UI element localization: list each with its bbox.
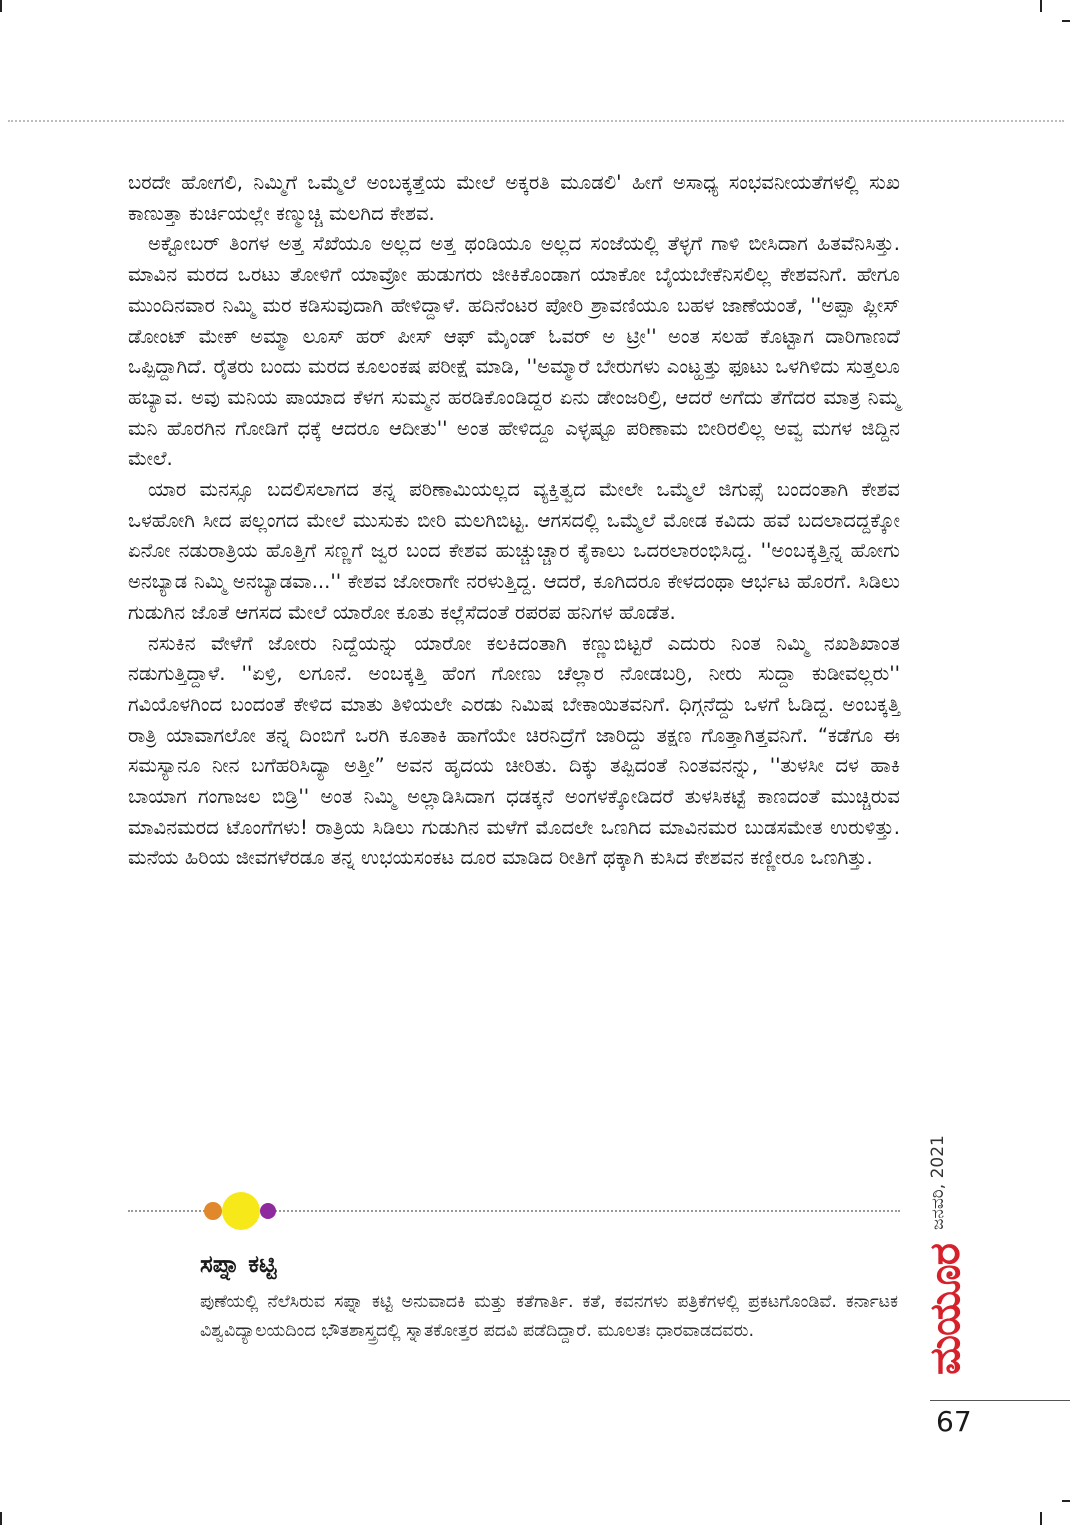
- crop-mark-right-bottom: [1062, 1500, 1070, 1502]
- crop-mark-right-top: [1062, 20, 1070, 22]
- paragraph: ನಸುಕಿನ ವೇಳೆಗೆ ಜೋರು ನಿದ್ದೆಯನ್ನು ಯಾರೋ ಕಲಕಿದಂತಾಗಿ ಕಣ್ಣುಬಿಟ್ಟರೆ ಎದುರು ನಿಂತ ನಿಮ್ಮಿ ನಖಶಿಖಾಂತ ನಡುಗುತ್ತಿದ್ದಾಳೆ. ''ಏಳ್ರಿ, ಲಗೂನೆ. ಅಂಬಕ್ಕತ್ತಿ ಹೆಂಗ ಗೋಣು ಚೆಲ್ಲಾರ ನೋಡಬರ್ರಿ, ನೀರು ಸುದ್ದಾ ಕುಡೀವಲ್ಲರು'' ಗವಿಯೊಳಗಿಂದ ಬಂದಂತೆ ಕೇಳಿದ ಮಾತು ತಿಳಿಯಲೇ ಎರಡು ನಿಮಿಷ ಬೇಕಾಯಿತವನಿಗೆ. ಧಿಗ್ಗನೆದ್ದು ಒಳಗೆ ಓಡಿದ್ದ. ಅಂಬಕ್ಕತ್ತಿ ರಾತ್ರಿ ಯಾವಾಗಲೋ ತನ್ನ ದಿಂಬಿಗೆ ಒರಗಿ ಕೂತಾಕಿ ಹಾಗೆಯೇ ಚಿರನಿದ್ರೆಗೆ ಜಾರಿದ್ದು ತಕ್ಷಣ ಗೊತ್ತಾಗಿತ್ತವನಿಗೆ. “ಕಡೆಗೂ ಈ ಸಮಸ್ಯಾನೂ ನೀನ ಬಗೆಹರಿಸಿದ್ಯಾ ಅತ್ತೀ” ಅವನ ಹೃದಯ ಚೀರಿತು. ದಿಕ್ಕು ತಪ್ಪಿದಂತೆ ನಿಂತವನನ್ನು, ''ತುಳಸೀ ದಳ ಹಾಕಿ ಬಾಯಾಗ ಗಂಗಾಜಲ ಬಿಡ್ರಿ'' ಅಂತ ನಿಮ್ಮಿ ಅಲ್ಲಾಡಿಸಿದಾಗ ಧಡಕ್ಕನೆ ಅಂಗಳಕ್ಕೋಡಿದರೆ ತುಳಸಿಕಟ್ಟೆ ಕಾಣದಂತೆ ಮುಚ್ಚಿರುವ ಮಾವಿನಮರದ ಟೊಂಗೆಗಳು! ರಾತ್ರಿಯ ಸಿಡಿಲು ಗುಡುಗಿನ ಮಳೆಗೆ ಮೊದಲೇ ಒಣಗಿದ ಮಾವಿನಮರ ಬುಡಸಮೇತ ಉರುಳಿತ್ತು. ಮನೆಯ ಹಿರಿಯ ಜೀವಗಳೆರಡೂ ತನ್ನ ಉಭಯಸಂಕಟ ದೂರ ಮಾಡಿದ ರೀತಿಗೆ ಥಕ್ಕಾಗಿ ಕುಸಿದ ಕೇಶವನ ಕಣ್ಣೀರೂ ಒಣಗಿತ್ತು.: [128, 631, 900, 870]
- crop-mark-top-left: [0, 0, 2, 12]
- magazine-logo: ಮಯೂರ: [920, 1244, 969, 1375]
- paragraph: ಬರದೇ ಹೋಗಲಿ, ನಿಮ್ಮಿಗೆ ಒಮ್ಮೆಲೆ ಅಂಬಕ್ಕತ್ತೆಯ ಮೇಲೆ ಅಕ್ಕರತಿ ಮೂಡಲಿ' ಹೀಗೆ ಅಸಾಧ್ಯ ಸಂಭವನೀಯತೆಗಳಲ್ಲಿ ಸುಖ ಕಾಣುತ್ತಾ ಕುರ್ಚಿಯಲ್ಲೇ ಕಣ್ಮುಚ್ಚಿ ಮಲಗಿದ ಕೇಶವ.: [128, 171, 900, 225]
- orange-dot: [204, 1202, 222, 1220]
- author-name: ಸಪ್ನಾ ಕಟ್ಟಿ: [200, 1250, 277, 1278]
- paragraph: ಯಾರ ಮನಸ್ಸೂ ಬದಲಿಸಲಾಗದ ತನ್ನ ಪರಿಣಾಮಿಯಲ್ಲದ ವ್ಯಕ್ತಿತ್ವದ ಮೇಲೇ ಒಮ್ಮೆಲೆ ಜಿಗುಪ್ಸೆ ಬಂದಂತಾಗಿ ಕೇಶವ ಒಳಹೋಗಿ ಸೀದ ಪಲ್ಲಂಗದ ಮೇಲೆ ಮುಸುಕು ಬೀರಿ ಮಲಗಿಬಿಟ್ಟ. ಆಗಸದಲ್ಲಿ ಒಮ್ಮೆಲೆ ಮೋಡ ಕವಿದು ಹವೆ ಬದಲಾದದ್ದಕ್ಕೋ ಏನೋ ನಡುರಾತ್ರಿಯ ಹೊತ್ತಿಗೆ ಸಣ್ಣಗೆ ಜ್ವರ ಬಂದ ಕೇಶವ ಹುಚ್ಚುಚ್ಚಾರ ಕೈಕಾಲು ಒದರಲಾರಂಭಿಸಿದ್ದ. ''ಅಂಬಕ್ಕತ್ತಿನ್ನ ಹೋಗು ಅನಬ್ಯಾಡ ನಿಮ್ಮಿ ಅನಬ್ಯಾಡವಾ...'' ಕೇಶವ ಜೋರಾಗೇ ನರಳುತ್ತಿದ್ದ. ಆದರೆ, ಕೂಗಿದರೂ ಕೇಳದಂಥಾ ಆರ್ಭಟ ಹೊರಗೆ. ಸಿಡಿಲು ಗುಡುಗಿನ ಜೊತೆ ಆಗಸದ ಮೇಲೆ ಯಾರೋ ಕೂತು ಕಲ್ಲೆಸೆದಂತೆ ರಪರಪ ಹನಿಗಳ ಹೊಡೆತ.: [128, 478, 900, 624]
- top-dotted-rule: [8, 120, 1064, 122]
- page-number: 67: [936, 1405, 972, 1438]
- crop-mark-bottom-right: [1040, 1512, 1042, 1525]
- crop-mark-bottom-left: [0, 1512, 2, 1525]
- paragraph: ಅಕ್ಟೋಬರ್ ತಿಂಗಳ ಅತ್ತ ಸೆಖೆಯೂ ಅಲ್ಲದ ಅತ್ತ ಥಂಡಿಯೂ ಅಲ್ಲದ ಸಂಜೆಯಲ್ಲಿ ತೆಳ್ಳಗೆ ಗಾಳಿ ಬೀಸಿದಾಗ ಹಿತವೆನಿಸಿತ್ತು. ಮಾವಿನ ಮರದ ಒರಟು ತೋಳಿಗೆ ಯಾವ್ರೋ ಹುಡುಗರು ಜೀಕಿಕೊಂಡಾಗ ಯಾಕೋ ಬೈಯಬೇಕೆನಿಸಲಿಲ್ಲ ಕೇಶವನಿಗೆ. ಹೇಗೂ ಮುಂದಿನವಾರ ನಿಮ್ಮಿ ಮರ ಕಡಿಸುವುದಾಗಿ ಹೇಳಿದ್ದಾಳೆ. ಹದಿನೆಂಟರ ಪೋರಿ ಶ್ರಾವಣಿಯೂ ಬಹಳ ಜಾಣೆಯಂತೆ, ''ಅಪ್ಪಾ ಪ್ಲೀಸ್ ಡೋಂಟ್ ಮೇಕ್ ಅಮ್ಮಾ ಲೂಸ್ ಹರ್ ಪೀಸ್ ಆಫ್ ಮೈಂಡ್ ಓವರ್ ಅ ಟ್ರೀ'' ಅಂತ ಸಲಹೆ ಕೊಟ್ಟಾಗ ದಾರಿಗಾಣದೆ ಒಪ್ಪಿದ್ದಾಗಿದೆ. ರೈತರು ಬಂದು ಮರದ ಕೂಲಂಕಷ ಪರೀಕ್ಷೆ ಮಾಡಿ, ''ಅಮ್ಮಾರೆ ಬೇರುಗಳು ಎಂಟ್ಹತ್ತು ಫೂಟು ಒಳಗಿಳಿದು ಸುತ್ತಲೂ ಹಬ್ಯಾವ. ಅವು ಮನಿಯ ಪಾಯಾದ ಕೆಳಗ ಸುಮ್ಮನ ಹರಡಿಕೊಂಡಿದ್ದರ ಏನು ಡೇಂಜರಿಲ್ರಿ, ಆದರೆ ಅಗೆದು ತೆಗೆದರ ಮಾತ್ರ ನಿಮ್ಮ ಮನಿ ಹೊರಗಿನ ಗೋಡಿಗೆ ಧಕ್ಕೆ ಆದರೂ ಆದೀತು'' ಅಂತ ಹೇಳಿದ್ದೂ ಎಳ್ಳಷ್ಟೂ ಪರಿಣಾಮ ಬೀರಿರಲಿಲ್ಲ ಅವ್ವ ಮಗಳ ಜಿದ್ದಿನ ಮೇಲೆ.: [128, 232, 900, 471]
- yellow-dot: [222, 1192, 260, 1230]
- author-bio: ಪುಣೆಯಲ್ಲಿ ನೆಲೆಸಿರುವ ಸಪ್ನಾ ಕಟ್ಟಿ ಅನುವಾದಕಿ ಮತ್ತು ಕತೆಗಾರ್ತಿ. ಕತೆ, ಕವನಗಳು ಪತ್ರಿಕೆಗಳಲ್ಲಿ ಪ್ರಕಟಗೊಂಡಿವೆ. ಕರ್ನಾಟಕ ವಿಶ್ವವಿದ್ಯಾಲಯದಿಂದ ಭೌತಶಾಸ್ತ್ರದಲ್ಲಿ ಸ್ನಾತಕೋತ್ತರ ಪದವಿ ಪಡೆದಿದ್ದಾರೆ. ಮೂಲತಃ ಧಾರವಾಡದವರು.: [200, 1292, 898, 1341]
- page-number-rule: [930, 1400, 1070, 1401]
- article-body: [128, 168, 900, 874]
- crop-mark-top-right: [1040, 0, 1042, 12]
- purple-dot: [260, 1203, 276, 1219]
- issue-date: ಜನವರಿ, 2021: [928, 1135, 948, 1230]
- section-separator: [128, 1190, 900, 1230]
